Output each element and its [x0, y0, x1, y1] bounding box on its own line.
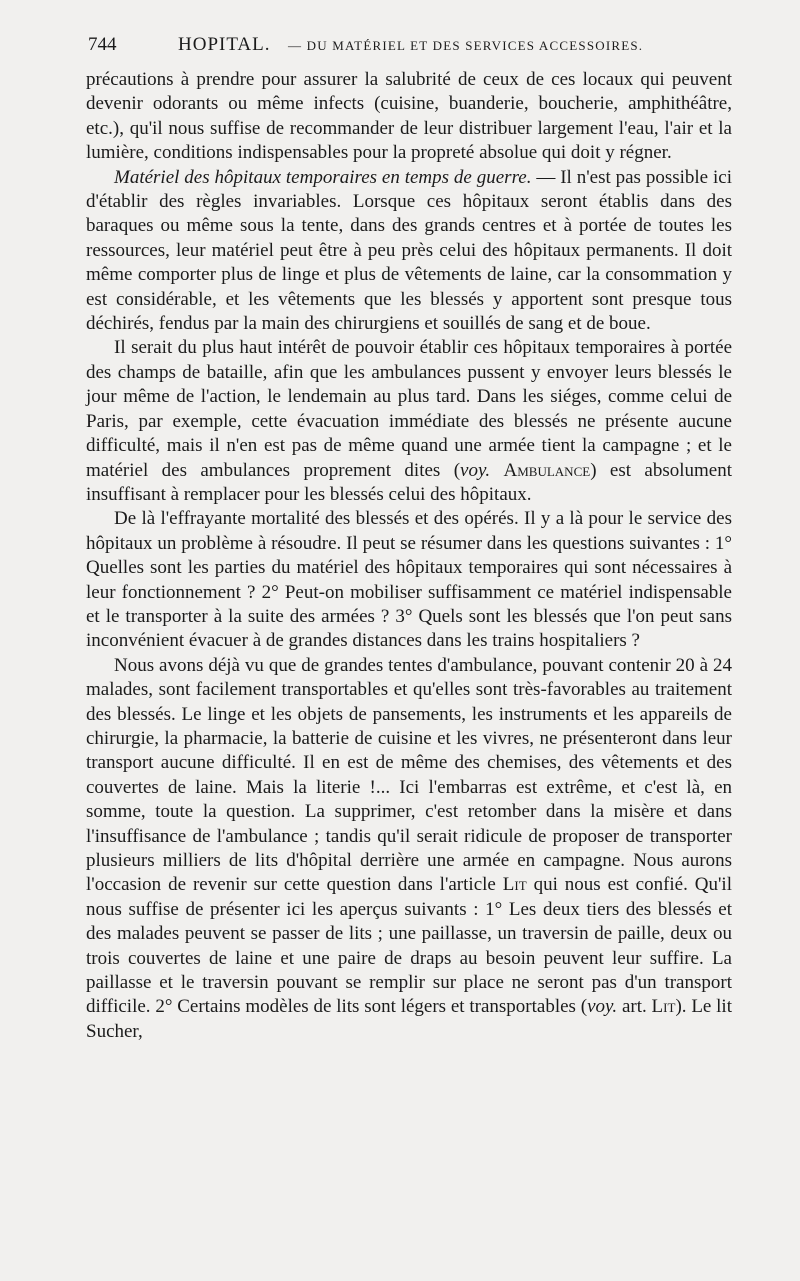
page-header	[88, 34, 748, 62]
paragraph-5-voy: voy.	[587, 996, 618, 1018]
section-heading: Matériel des hôpitaux temporaires en temps de guerre.	[114, 166, 532, 188]
paragraph-2	[86, 166, 732, 337]
paragraph-3	[86, 336, 732, 507]
paragraph-5-text-a: Nous avons déjà vu que de grandes tentes d'ambulance, pouvant contenir 20 à 24 malades, sont facilement transportables et qu'elles sont très-favorables au traitement des blessés. Le linge et les objets de pansements, les instruments et les appareils de chirurgie, la pharmacie, la batterie de cuisine et les vivres, ne présenteront dans leur transport aucune difficulté. Il en est de même des chemises, des vêtements et des couvertes de laine. Mais la literie !... Ici l'embarras est extrême, et c'est là, en somme, toute la question. La supprimer, c'est retomber dans la misère et dans l'insuffisance de l'ambulance ; tandis qu'il serait ridicule de proposer de transporter plusieurs milliers de lits d'hôpital derrière une armée en campagne. Nous aurons l'occasion de revenir sur cette question dans l'article	[86, 654, 732, 896]
paragraph-5-text-d: ). Le lit Sucher,	[86, 996, 732, 1042]
cross-reference-lit: Lit	[502, 874, 527, 896]
body-text	[86, 68, 732, 1044]
paragraph-3-voy: voy.	[460, 459, 491, 481]
paragraph-5-text-c: art.	[617, 996, 652, 1018]
cross-reference-lit-2: Lit	[651, 996, 676, 1018]
running-subtitle: — DU MATÉRIEL ET DES SERVICES ACCESSOIRES.	[288, 38, 644, 53]
paragraph-5	[86, 654, 732, 1045]
paragraph-2-text: — Il n'est pas possible ici d'établir des règles invariables. Lorsque ces hôpitaux seront établis dans des baraques ou même sous la tente, dans des grands centres et à portée de toutes les ressources, leur matériel peut être à peu près celui des hôpitaux permanents. Il doit même comporter plus de linge et plus de vêtements de laine, car la consommation y est considérable, et les vêtements que les blessés y apportent sont presque tous déchirés, fendus par la main des chirurgiens et souillés de sang et de boue.	[86, 166, 732, 335]
paragraph-3-text-a: Il serait du plus haut intérêt de pouvoir établir ces hôpitaux temporaires à portée des champs de bataille, afin que les ambulances pussent y envoyer leurs blessés le jour même de l'action, le lendemain au plus tard. Dans les siéges, comme celui de Paris, par exemple, cette évacuation immédiate des blessés ne présente aucune difficulté, mais il n'en est pas de même quand une armée tient la campagne ; et le matériel des ambulances proprement dites (	[86, 337, 732, 481]
paragraph-1-text: précautions à prendre pour assurer la salubrité de ceux de ces locaux qui peuvent devenir odorants ou même infects (cuisine, buanderie, boucherie, amphithéâtre, etc.), qu'il nous suffise de recommander de leur distribuer largement l'eau, l'air et la lumière, conditions indispensables pour la propreté absolue qui doit y régner.	[86, 69, 732, 164]
paragraph-4	[86, 507, 732, 653]
page-number: 744	[88, 34, 117, 55]
paragraph-3-text-b: ) est absolument insuffisant à remplacer pour les blessés celui des hôpitaux.	[86, 459, 733, 505]
running-title: HOPITAL.	[178, 34, 271, 55]
paragraph-4-text: De là l'effrayante mortalité des blessés et des opérés. Il y a là pour le service des hôpitaux un problème à résoudre. Il peut se résumer dans les questions suivantes : 1° Quelles sont les parties du matériel des hôpitaux temporaires qui sont nécessaires à leur fonctionnement ? 2° Peut-on mobiliser suffisamment ce matériel indispensable et le transporter à la suite des armées ? 3° Quels sont les blessés que l'on peut sans inconvénient évacuer à de grandes distances dans les trains hospitaliers ?	[86, 508, 732, 652]
paragraph-5-text-b: qui nous est confié. Qu'il nous suffise de présenter ici les aperçus suivants : 1° Les deux tiers des blessés et des malades peuvent se passer de lits ; une paillasse, un traversin de paille, deux ou trois couvertes de laine et une paire de draps au besoin peuvent leur suffire. La paillasse et le traversin pouvant se remplir sur place ne seront pas d'un transport difficile. 2° Certains modèles de lits sont légers et transportables (	[86, 874, 732, 1018]
cross-reference-ambulance: Ambulance	[503, 459, 591, 481]
paragraph-1	[86, 68, 732, 166]
